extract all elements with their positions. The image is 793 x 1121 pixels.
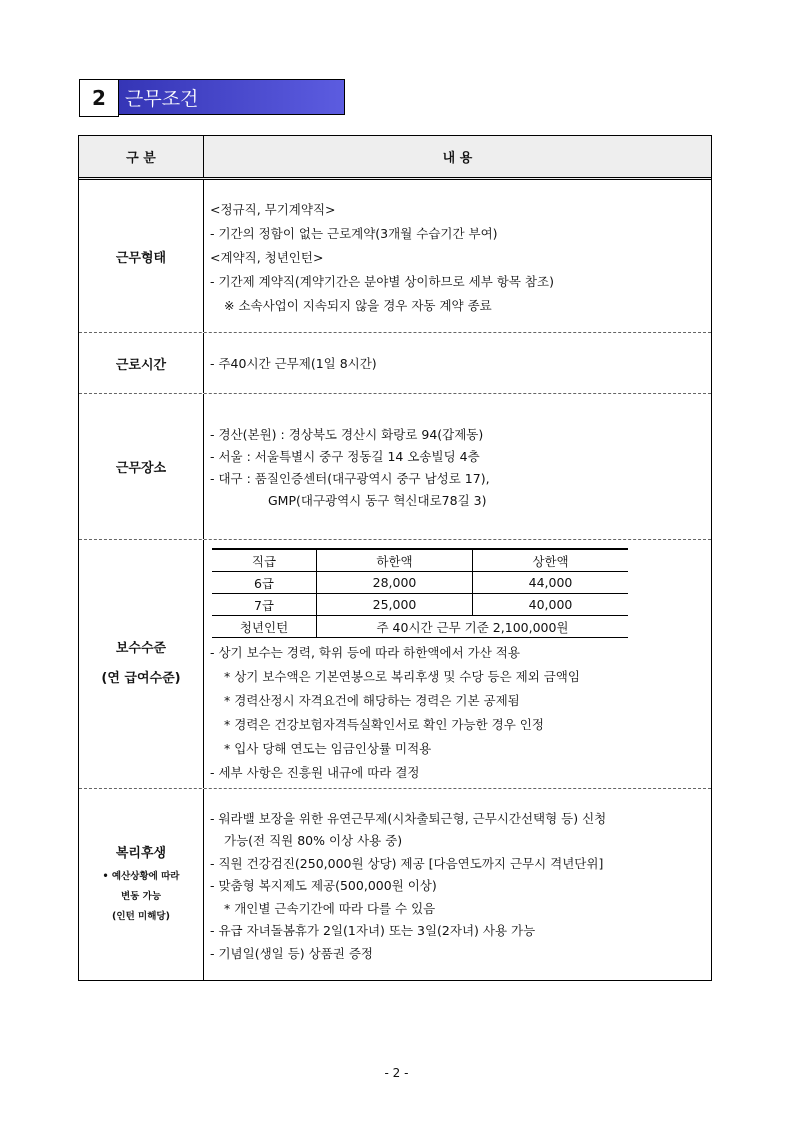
section-title: 근무조건 (119, 79, 345, 115)
location-label: 근무장소 (79, 394, 204, 539)
employment-row (79, 180, 711, 333)
salary-table (212, 548, 628, 638)
table-row (212, 616, 628, 638)
salary-min: 25,000 (317, 594, 473, 616)
welfare-line: - 직원 건강검진(250,000원 상당) 제공 [다음연도까지 근무시 격년단위] (210, 856, 604, 871)
employment-note: ※ 소속사업이 지속되지 않을 경우 자동 계약 종료 (224, 298, 492, 313)
welfare-line: - 유급 자녀돌봄휴가 2일(1자녀) 또는 3일(2자녀) 사용 가능 (210, 923, 536, 938)
welfare-title: 복리후생 (115, 846, 167, 861)
salary-line: - 세부 사항은 진흥원 내규에 따라 결정 (210, 765, 420, 780)
location-content (204, 394, 711, 539)
salary-intern-label: 청년인턴 (212, 616, 317, 638)
employment-label: 근무형태 (79, 180, 204, 332)
salary-col-min: 하한액 (317, 549, 473, 572)
welfare-line: - 워라밸 보장을 위한 유연근무제(시차출퇴근형, 근무시간선택형 등) 신청 (210, 811, 607, 826)
welfare-note-line: 변동 가능 (120, 891, 161, 902)
employment-line: <계약직, 청년인턴> (210, 250, 324, 265)
hours-line: - 주40시간 근무제(1일 8시간) (210, 356, 377, 371)
location-line: GMP(대구광역시 동구 혁신대로78길 3) (268, 493, 487, 508)
page-number: - 2 - (384, 1066, 409, 1080)
hours-content (204, 333, 711, 393)
header-content: 내 용 (442, 151, 473, 166)
salary-min: 28,000 (317, 572, 473, 594)
salary-content (204, 540, 711, 788)
header-category: 구 분 (79, 136, 204, 177)
location-line: - 서울 : 서울특별시 중구 정동길 14 오송빌딩 4층 (210, 449, 480, 464)
location-row (79, 394, 711, 540)
welfare-line: 가능(전 직원 80% 이상 사용 중) (224, 833, 403, 848)
location-line: - 대구 : 품질인증센터(대구광역시 중구 남성로 17), (210, 471, 490, 486)
salary-row (79, 540, 711, 789)
section-number: 2 (79, 79, 119, 117)
employment-line: <정규직, 무기계약직> (210, 202, 336, 217)
employment-content (204, 180, 711, 332)
table-header-row (79, 136, 711, 180)
welfare-line: - 기념일(생일 등) 상품권 증정 (210, 946, 373, 961)
employment-line: - 기간제 계약직(계약기간은 분야별 상이하므로 세부 항목 참조) (210, 274, 554, 289)
salary-intern-value: 주 40시간 근무 기준 2,100,000원 (317, 616, 629, 638)
salary-title: 보수수준 (115, 641, 167, 656)
salary-label (79, 540, 204, 788)
welfare-note-line: (인턴 미해당) (112, 911, 170, 922)
salary-note: * 상기 보수액은 기본연봉으로 복리후생 및 수당 등은 제외 금액임 (224, 669, 580, 684)
table-row (212, 572, 628, 594)
salary-subtitle: (연 급여수준) (101, 671, 181, 686)
hours-row (79, 333, 711, 394)
salary-note: * 경력산정시 자격요건에 해당하는 경력은 기본 공제됨 (224, 693, 520, 708)
salary-max: 44,000 (473, 572, 629, 594)
welfare-note-line: • 예산상황에 따라 (102, 871, 180, 882)
hours-label: 근로시간 (79, 333, 204, 393)
welfare-line: - 맞춤형 복지제도 제공(500,000원 이상) (210, 878, 437, 893)
location-line: - 경산(본원) : 경상북도 경산시 화랑로 94(갑제동) (210, 427, 484, 442)
conditions-table (78, 135, 712, 981)
section-header (79, 79, 345, 117)
welfare-label (79, 789, 204, 980)
salary-col-max: 상한액 (473, 549, 629, 572)
salary-col-grade: 직급 (212, 549, 317, 572)
salary-grade: 7급 (212, 594, 317, 616)
employment-line: - 기간의 정함이 없는 근로계약(3개월 수습기간 부여) (210, 226, 498, 241)
welfare-content (204, 789, 711, 980)
salary-table-header (212, 549, 628, 572)
salary-note: * 입사 당해 연도는 임금인상률 미적용 (224, 741, 432, 756)
welfare-row (79, 789, 711, 980)
salary-note: * 경력은 건강보험자격득실확인서로 확인 가능한 경우 인정 (224, 717, 544, 732)
salary-line: - 상기 보수는 경력, 학위 등에 따라 하한액에서 가산 적용 (210, 645, 520, 660)
welfare-note: * 개인별 근속기간에 따라 다를 수 있음 (224, 901, 436, 916)
salary-grade: 6급 (212, 572, 317, 594)
salary-max: 40,000 (473, 594, 629, 616)
table-row (212, 594, 628, 616)
welfare-note (103, 867, 180, 927)
